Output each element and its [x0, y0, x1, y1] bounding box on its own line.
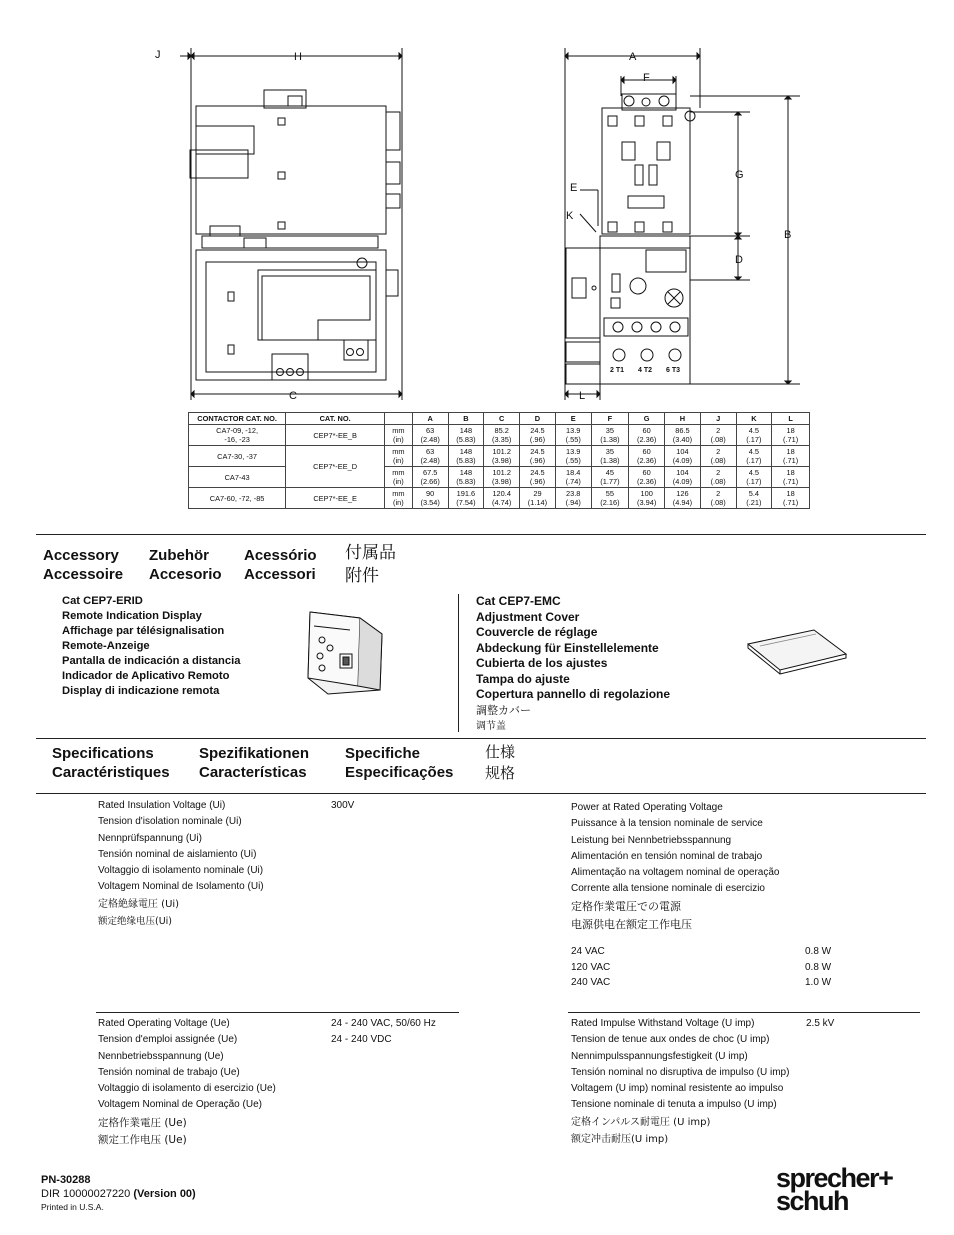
col-header: H [665, 413, 701, 425]
col-header: CAT. NO. [286, 413, 385, 425]
spec-impulse-labels: Rated Impulse Withstand Voltage (U imp) Tension de tenue aux ondes de choc (U imp) Nennimpulsspannungsfestigkeit (U imp) Tensión nominal no disruptiva de impulso (U imp) Voltagem (U imp) nominal resistente ao impulso Tensione nominale di tenuta a impulso (U imp) 定格インパルス耐電圧 (U imp) 额定冲击耐压(U imp) [571, 1018, 790, 1145]
dimension-cell: 4.5 (.17) [736, 425, 772, 446]
spec-insulation-value: 300V [331, 800, 355, 811]
dimension-cell: 35 (1.38) [591, 446, 629, 467]
unit-label: mm (in) [385, 425, 413, 446]
table-row [189, 467, 810, 488]
divider [36, 738, 926, 739]
terminal-label: 4 T2 [638, 367, 653, 374]
dimension-cell: 60 (2.36) [629, 425, 665, 446]
dimension-table [188, 412, 810, 509]
col-header: CONTACTOR CAT. NO. [189, 413, 286, 425]
power-row: 240 VAC 1.0 W [571, 977, 832, 988]
footer-info: PN-30288 DIR 10000027220 (Version 00) Printed in U.S.A. [41, 1174, 196, 1212]
col-header: E [555, 413, 591, 425]
adjustment-cover-image [744, 626, 850, 678]
dimension-cell: 60 (2.36) [629, 467, 665, 488]
specs-heading: Specifiche Especificações [345, 745, 454, 781]
col-header: J [700, 413, 736, 425]
dimension-cell: 18 (.71) [772, 488, 810, 509]
label-k: K [566, 210, 574, 222]
dimension-cell: 126 (4.94) [665, 488, 701, 509]
label-g: G [735, 169, 744, 181]
terminal-label: 2 T1 [610, 367, 625, 374]
label-b: B [784, 229, 792, 241]
col-header: D [520, 413, 556, 425]
divider [96, 1012, 459, 1013]
label-f: F [643, 72, 650, 84]
dimension-cell: 148 (5.83) [448, 467, 484, 488]
terminal-label: 6 T3 [666, 367, 681, 374]
dimension-cell: 2 (.08) [700, 446, 736, 467]
dimension-cell: 2 (.08) [700, 488, 736, 509]
accessory-heading: Acessório Accessori [244, 547, 317, 583]
divider [568, 1012, 920, 1013]
brand-logo: sprecher+ schuh [776, 1163, 893, 1216]
specs-heading: Specifications Caractéristiques [52, 745, 170, 781]
unit-label: mm (in) [385, 488, 413, 509]
remote-display-image [300, 604, 390, 698]
dimension-cell: 4.5 (.17) [736, 446, 772, 467]
label-h: H [294, 51, 302, 63]
dimension-cell: 18.4 (.74) [555, 467, 591, 488]
spec-insulation-labels: Rated Insulation Voltage (Ui) Tension d'isolation nominale (Ui) Nennprüfspannung (Ui) Tensión nominal de aislamiento (Ui) Voltaggio di isolamento nominale (Ui) Voltagem Nominal de Isolamento (Ui) 定格絶縁電圧 (Ui) 额定绝缘电压(Ui) [98, 800, 264, 927]
contactor-cat-no: CA7-30, -37 [189, 446, 286, 467]
dimension-cell: 24.5 (.96) [520, 425, 556, 446]
label-c: C [289, 390, 297, 402]
col-header: G [629, 413, 665, 425]
spec-power-table [571, 944, 841, 991]
label-a: A [629, 51, 637, 63]
dimension-cell: 67.5 (2.66) [412, 467, 448, 488]
col-header: B [448, 413, 484, 425]
dimension-cell: 148 (5.83) [448, 446, 484, 467]
dimension-cell: 18 (.71) [772, 446, 810, 467]
dimension-cell: 2 (.08) [700, 467, 736, 488]
specs-heading: Spezifikationen Características [199, 745, 310, 781]
table-row [189, 425, 810, 446]
dir-number: DIR 10000027220 [41, 1188, 131, 1200]
dimension-cell: 18 (.71) [772, 425, 810, 446]
version: (Version 00) [133, 1188, 196, 1200]
unit-label: mm (in) [385, 467, 413, 488]
dimension-cell: 45 (1.77) [591, 467, 629, 488]
col-header: C [484, 413, 520, 425]
column-divider [458, 594, 459, 732]
dimension-cell: 148 (5.83) [448, 425, 484, 446]
accessory-heading-cjk: 付属品 附件 [345, 543, 396, 586]
label-j: J [155, 49, 161, 61]
dimension-cell: 13.9 (.55) [555, 446, 591, 467]
spec-operating-labels: Rated Operating Voltage (Ue) Tension d'emploi assignée (Ue) Nennbetriebsspannung (Ue) Tensión nominal de trabajo (Ue) Voltaggio di isolamento di esercizio (Ue) Voltagem Nominal de Operação (Ue) 定格作業電圧 (Ue) 额定工作电压 (Ue) [98, 1018, 276, 1146]
col-header: K [736, 413, 772, 425]
col-header: L [772, 413, 810, 425]
contactor-cat-no: CA7-43 [189, 467, 286, 488]
dimension-cell: 101.2 (3.98) [484, 467, 520, 488]
dimension-cell: 63 (2.48) [412, 446, 448, 467]
cat-no: CEP7*-EE_D [286, 446, 385, 488]
col-header [385, 413, 413, 425]
dimension-cell: 5.4 (.21) [736, 488, 772, 509]
dimension-cell: 120.4 (4.74) [484, 488, 520, 509]
dimension-cell: 63 (2.48) [412, 425, 448, 446]
dimension-cell: 86.5 (3.40) [665, 425, 701, 446]
cat-no: CEP7*-EE_E [286, 488, 385, 509]
label-l: L [579, 390, 586, 402]
spec-operating-values: 24 - 240 VAC, 50/60 Hz 24 - 240 VDC [331, 1018, 436, 1046]
dimension-cell: 24.5 (.96) [520, 446, 556, 467]
table-row [189, 446, 810, 467]
dimension-cell: 13.9 (.55) [555, 425, 591, 446]
specs-heading-cjk: 仕様 规格 [485, 743, 516, 782]
erid-description: Cat CEP7-ERID Remote Indication Display Affichage par télésignalisation Remote-Anzeige Pantalla de indicación a distancia Indicador de Aplicativo Remoto Display di indicazione remota [62, 595, 241, 697]
spec-power-labels: Power at Rated Operating Voltage Puissance à la tension nominale de service Leistung bei Nennbetriebsspannung Alimentación en tensión nominal de trabajo Alimentação na voltagem nominal de operação Corrente alla tensione nominale di esercizio 定格作業電圧での電源 电源供电在额定工作电压 [571, 802, 780, 931]
emc-description: Cat CEP7-EMC Adjustment Cover Couvercle de réglage Abdeckung für Einstellelemente Cubierta de los ajustes Tampa do ajuste Copertura pannello di regolazione 調整カバー 调节盖 [476, 594, 671, 732]
dimension-cell: 29 (1.14) [520, 488, 556, 509]
contactor-cat-no: CA7-60, -72, -85 [189, 488, 286, 509]
dimension-cell: 18 (.71) [772, 467, 810, 488]
dimension-cell: 35 (1.38) [591, 425, 629, 446]
dimension-cell: 4.5 (.17) [736, 467, 772, 488]
dimension-cell: 100 (3.94) [629, 488, 665, 509]
divider [36, 793, 926, 794]
contactor-cat-no: CA7-09, -12, -16, -23 [189, 425, 286, 446]
dimension-cell: 60 (2.36) [629, 446, 665, 467]
power-row: 24 VAC 0.8 W [571, 946, 832, 957]
unit-label: mm (in) [385, 446, 413, 467]
dimension-cell: 101.2 (3.98) [484, 446, 520, 467]
dimension-cell: 85.2 (3.35) [484, 425, 520, 446]
accessory-heading: Accessory Accessoire [43, 547, 124, 583]
dimension-cell: 191.6 (7.54) [448, 488, 484, 509]
divider [36, 534, 926, 535]
col-header: A [412, 413, 448, 425]
dimension-cell: 55 (2.16) [591, 488, 629, 509]
label-e: E [570, 182, 578, 194]
label-d: D [735, 254, 743, 266]
table-header-row [189, 413, 810, 425]
table-row [189, 488, 810, 509]
spec-impulse-value: 2.5 kV [806, 1018, 835, 1029]
dimension-cell: 104 (4.09) [665, 467, 701, 488]
dimension-cell: 2 (.08) [700, 425, 736, 446]
power-row: 120 VAC 0.8 W [571, 961, 832, 973]
dimension-drawing [0, 0, 954, 410]
cat-no: CEP7*-EE_B [286, 425, 385, 446]
accessory-heading: Zubehör Accesorio [149, 547, 222, 583]
dimension-cell: 90 (3.54) [412, 488, 448, 509]
col-header: F [591, 413, 629, 425]
dimension-cell: 24.5 (.96) [520, 467, 556, 488]
dimension-cell: 23.8 (.94) [555, 488, 591, 509]
dimension-cell: 104 (4.09) [665, 446, 701, 467]
